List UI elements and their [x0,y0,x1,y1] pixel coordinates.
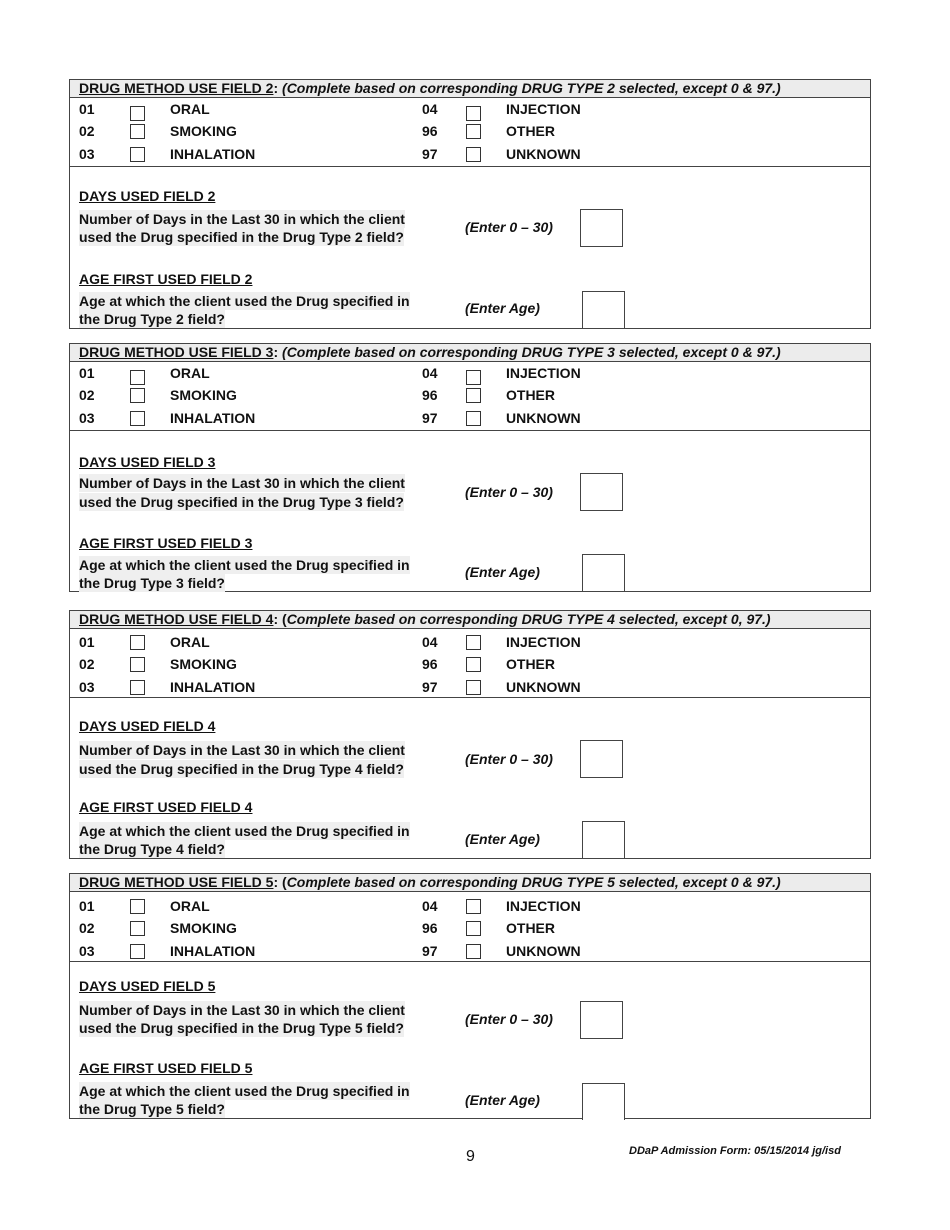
option-code: 01 [79,898,95,914]
option-code: 97 [422,943,438,959]
option-label: INHALATION [170,943,256,959]
section-header [70,611,870,629]
option-checkbox[interactable] [130,388,145,403]
option-checkbox[interactable] [130,124,145,139]
days-used-title: DAYS USED FIELD 5 [79,978,216,994]
option-label: ORAL [170,634,210,650]
section-title: DRUG METHOD USE FIELD 3 [79,344,274,360]
drug-method-section [69,79,871,329]
option-checkbox[interactable] [466,106,481,121]
days-used-input[interactable] [580,209,623,247]
age-first-used-title: AGE FIRST USED FIELD 2 [79,271,253,287]
days-used-input[interactable] [580,473,623,511]
age-first-used-input[interactable] [582,1083,625,1120]
option-checkbox[interactable] [466,944,481,959]
option-checkbox[interactable] [466,370,481,385]
section-instructions: (Complete based on corresponding DRUG TYPE 3 selected, except 0 & 97.) [282,344,781,360]
days-used-input[interactable] [580,740,623,778]
option-label: SMOKING [170,656,237,672]
option-code: 04 [422,898,438,914]
age-first-used-question: the Drug Type 5 field? [79,1101,225,1117]
section-title: DRUG METHOD USE FIELD 5 [79,874,274,890]
option-checkbox[interactable] [466,411,481,426]
age-first-used-hint: (Enter Age) [465,300,540,316]
option-code: 04 [422,365,438,381]
option-code: 96 [422,387,438,403]
section-title-separator: : [273,344,283,360]
option-checkbox[interactable] [130,635,145,650]
days-used-question: Number of Days in the Last 30 in which the client [79,1002,405,1018]
option-code: 03 [79,943,95,959]
drug-method-section [69,873,871,1119]
option-checkbox[interactable] [466,657,481,672]
option-checkbox[interactable] [466,921,481,936]
option-code: 03 [79,146,95,162]
method-option-row [70,895,870,917]
form-version-note: DDaP Admission Form: 05/15/2014 jg/isd [629,1145,841,1157]
section-title-separator: : ( [273,611,287,627]
option-label: UNKNOWN [506,943,581,959]
age-first-used-title: AGE FIRST USED FIELD 3 [79,535,253,551]
method-option-row [70,917,870,939]
option-code: 01 [79,365,95,381]
days-used-hint: (Enter 0 – 30) [465,484,553,500]
days-used-input[interactable] [580,1001,623,1039]
age-first-used-input[interactable] [582,821,625,858]
days-used-question: Number of Days in the Last 30 in which the client [79,742,405,758]
section-instructions: (Complete based on corresponding DRUG TYPE 2 selected, except 0 & 97.) [282,80,781,96]
method-option-row [70,676,870,698]
section-title-separator: : [273,80,283,96]
option-label: UNKNOWN [506,679,581,695]
age-first-used-question: the Drug Type 2 field? [79,311,225,327]
option-label: INJECTION [506,365,581,381]
days-used-question: used the Drug specified in the Drug Type 4 field? [79,761,404,777]
option-label: OTHER [506,387,555,403]
option-label: INJECTION [506,101,581,117]
method-option-row [70,362,870,384]
option-label: OTHER [506,920,555,936]
drug-method-section [69,610,871,859]
age-first-used-title: AGE FIRST USED FIELD 4 [79,799,253,815]
method-option-row [70,407,870,429]
option-checkbox[interactable] [466,124,481,139]
method-option-row [70,143,870,165]
section-divider [70,166,870,167]
option-checkbox[interactable] [130,370,145,385]
age-first-used-hint: (Enter Age) [465,1092,540,1108]
days-used-hint: (Enter 0 – 30) [465,751,553,767]
age-first-used-hint: (Enter Age) [465,831,540,847]
section-header [70,874,870,892]
age-first-used-input[interactable] [582,554,625,591]
option-label: INHALATION [170,146,256,162]
days-used-question: used the Drug specified in the Drug Type 5 field? [79,1020,404,1036]
age-first-used-title: AGE FIRST USED FIELD 5 [79,1060,253,1076]
section-instructions: Complete based on corresponding DRUG TYPE 5 selected, except 0 & 97.) [286,874,781,890]
option-checkbox[interactable] [130,921,145,936]
days-used-hint: (Enter 0 – 30) [465,1011,553,1027]
option-label: SMOKING [170,123,237,139]
method-option-row [70,98,870,120]
option-code: 03 [79,410,95,426]
option-code: 96 [422,656,438,672]
days-used-title: DAYS USED FIELD 2 [79,188,216,204]
option-checkbox[interactable] [130,106,145,121]
days-used-title: DAYS USED FIELD 3 [79,454,216,470]
age-first-used-question: Age at which the client used the Drug specified in [79,823,410,839]
option-code: 03 [79,679,95,695]
page-number: 9 [466,1148,475,1165]
age-first-used-question: Age at which the client used the Drug specified in [79,557,410,573]
age-first-used-input[interactable] [582,291,625,328]
option-checkbox[interactable] [130,147,145,162]
age-first-used-question: Age at which the client used the Drug specified in [79,293,410,309]
option-code: 97 [422,146,438,162]
days-used-question: used the Drug specified in the Drug Type 3 field? [79,494,404,510]
option-code: 02 [79,920,95,936]
option-code: 02 [79,123,95,139]
option-label: SMOKING [170,920,237,936]
section-divider [70,697,870,698]
option-code: 97 [422,679,438,695]
option-checkbox[interactable] [130,899,145,914]
option-checkbox[interactable] [130,944,145,959]
option-label: SMOKING [170,387,237,403]
option-checkbox[interactable] [466,635,481,650]
option-code: 04 [422,634,438,650]
method-option-row [70,120,870,142]
days-used-question: used the Drug specified in the Drug Type 2 field? [79,229,404,245]
option-checkbox[interactable] [130,680,145,695]
age-first-used-hint: (Enter Age) [465,564,540,580]
option-label: ORAL [170,898,210,914]
days-used-question: Number of Days in the Last 30 in which the client [79,475,405,491]
age-first-used-question: the Drug Type 3 field? [79,575,225,591]
section-header [70,80,870,98]
option-code: 96 [422,123,438,139]
days-used-title: DAYS USED FIELD 4 [79,718,216,734]
option-code: 02 [79,387,95,403]
option-label: ORAL [170,365,210,381]
method-option-row [70,653,870,675]
option-checkbox[interactable] [466,899,481,914]
option-label: OTHER [506,656,555,672]
option-code: 01 [79,634,95,650]
section-instructions: Complete based on corresponding DRUG TYPE 4 selected, except 0, 97.) [286,611,771,627]
option-checkbox[interactable] [130,411,145,426]
days-used-question: Number of Days in the Last 30 in which the client [79,211,405,227]
method-option-row [70,631,870,653]
option-label: UNKNOWN [506,410,581,426]
option-checkbox[interactable] [466,388,481,403]
option-label: INJECTION [506,898,581,914]
section-header [70,344,870,362]
option-checkbox[interactable] [130,657,145,672]
option-checkbox[interactable] [466,680,481,695]
method-option-row [70,384,870,406]
option-code: 04 [422,101,438,117]
option-code: 01 [79,101,95,117]
option-code: 96 [422,920,438,936]
option-label: INJECTION [506,634,581,650]
section-divider [70,961,870,962]
option-code: 02 [79,656,95,672]
option-label: UNKNOWN [506,146,581,162]
age-first-used-question: Age at which the client used the Drug specified in [79,1083,410,1099]
section-divider [70,430,870,431]
method-option-row [70,940,870,962]
option-code: 97 [422,410,438,426]
option-label: INHALATION [170,679,256,695]
age-first-used-question: the Drug Type 4 field? [79,841,225,857]
section-title: DRUG METHOD USE FIELD 4 [79,611,274,627]
section-title-separator: : ( [273,874,287,890]
option-label: OTHER [506,123,555,139]
option-label: ORAL [170,101,210,117]
option-checkbox[interactable] [466,147,481,162]
section-title: DRUG METHOD USE FIELD 2 [79,80,274,96]
drug-method-section [69,343,871,592]
option-label: INHALATION [170,410,256,426]
days-used-hint: (Enter 0 – 30) [465,219,553,235]
